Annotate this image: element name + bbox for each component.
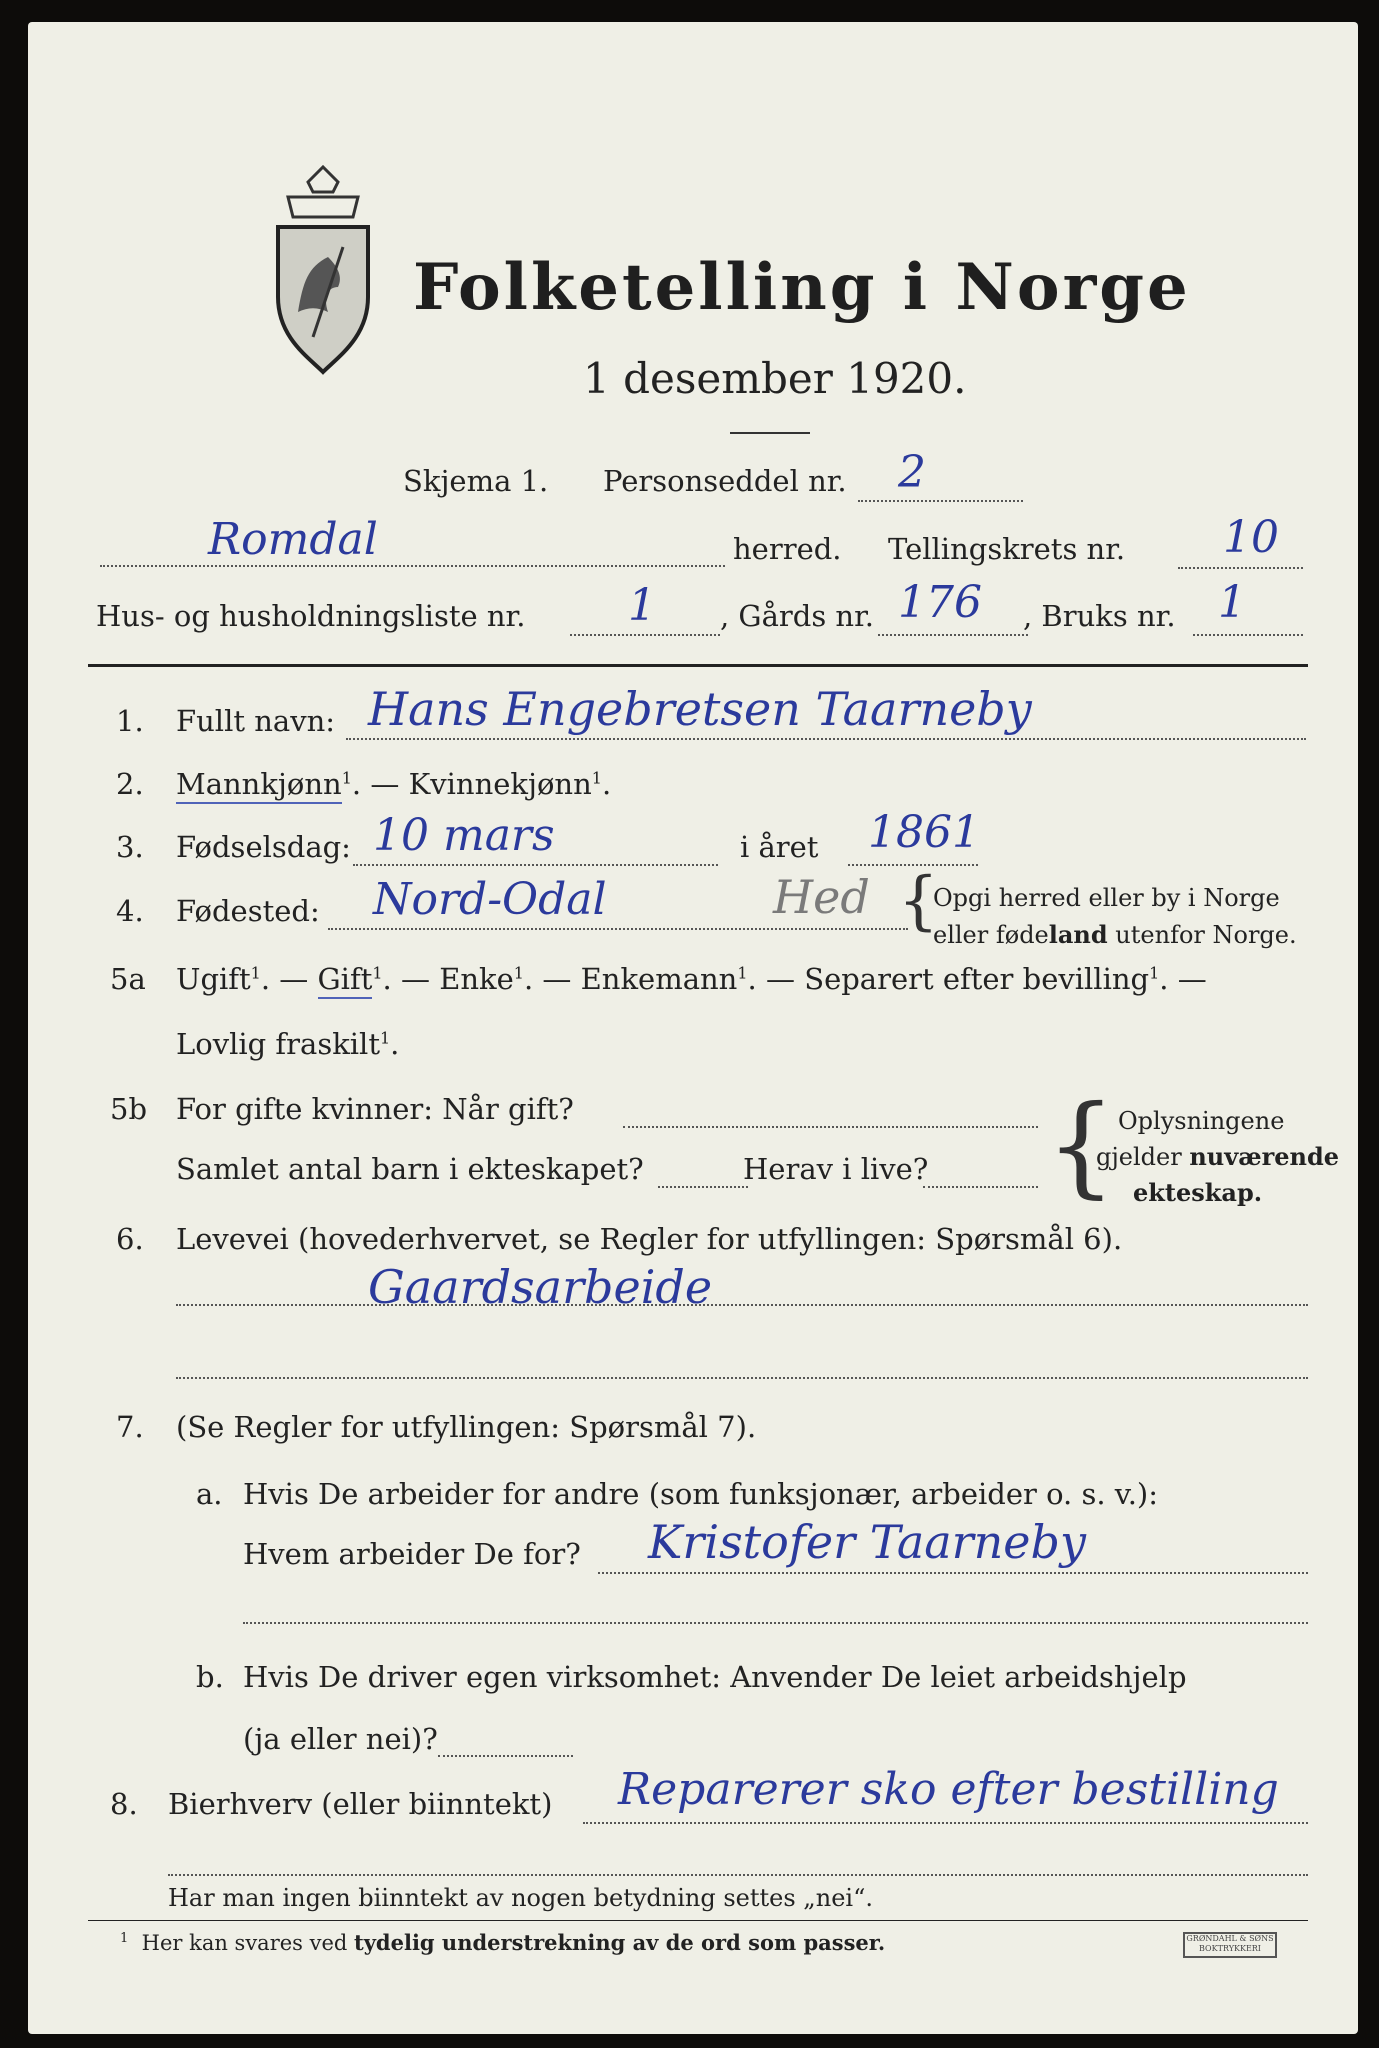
option-enke[interactable]: Enke (439, 962, 514, 996)
q5a-options-2: Lovlig fraskilt$^1$. (176, 1027, 400, 1061)
q7b-label-2: (ja eller nei)? (243, 1722, 438, 1756)
divider (730, 432, 810, 434)
q8-label: Bierhverv (eller biinntekt) (168, 1787, 553, 1821)
q5b-when-line (623, 1126, 1038, 1128)
q5b-when-married-label: For gifte kvinner: Når gift? (176, 1092, 574, 1126)
tellingskrets-value[interactable]: 10 (1223, 512, 1279, 563)
q8-line-2 (168, 1874, 1308, 1876)
q5a-options: Ugift$^1$. — Gift$^1$. — Enke$^1$. — Enkemann$^1$. — Separert efter bevilling$^1$. — (176, 962, 1207, 996)
q6-line-2 (176, 1377, 1308, 1379)
q1-line (346, 738, 1306, 740)
q7b-line (438, 1755, 573, 1757)
q7a-label-1: Hvis De arbeider for andre (som funksjonær, arbeider o. s. v.): (243, 1477, 1159, 1511)
birthplace-extra-value[interactable]: Hed (773, 870, 870, 924)
q3-line (353, 864, 718, 866)
q4-note-1: Opgi herred eller by i Norge (933, 884, 1280, 912)
personseddel-label: Personseddel nr. (603, 464, 847, 498)
herred-value[interactable]: Romdal (208, 514, 378, 565)
q6-label: Levevei (hovederhvervet, se Regler for utfyllingen: Spørsmål 6). (176, 1222, 1123, 1256)
coat-of-arms-icon (253, 162, 393, 382)
q7a-line-1 (598, 1572, 1308, 1574)
herred-line (100, 565, 725, 567)
q5a-number: 5a (110, 962, 146, 996)
hus-label: Hus- og husholdningsliste nr. (96, 599, 526, 633)
option-fraskilt[interactable]: Lovlig fraskilt (176, 1027, 380, 1061)
personseddel-line (858, 500, 1023, 502)
personseddel-value[interactable]: 2 (898, 447, 926, 498)
q5b-alive-label: Herav i live? (743, 1152, 929, 1186)
year-label: i året (740, 830, 819, 864)
q5b-alive-line (923, 1186, 1038, 1188)
q6-number: 6. (116, 1222, 144, 1256)
header-rule (88, 664, 1308, 667)
bruks-label: , Bruks nr. (1023, 599, 1176, 633)
printer-stamp: GRØNDAHL & SØNS BOKTRYKKERI (1183, 1932, 1277, 1958)
tellingskrets-line (1178, 567, 1303, 569)
gards-label: , Gårds nr. (720, 599, 874, 633)
q1-label: Fullt navn: (176, 704, 336, 738)
side-income-value[interactable]: Reparerer sko efter bestilling (618, 1764, 1279, 1815)
q7a-line-2 (243, 1622, 1308, 1624)
occupation-value[interactable]: Gaardsarbeide (368, 1260, 713, 1314)
q8-note: Har man ingen biinntekt av nogen betydning settes „nei“. (168, 1884, 873, 1912)
option-ugift[interactable]: Ugift (176, 962, 251, 996)
footnote-rule (88, 1920, 1308, 1921)
form-date: 1 desember 1920. (583, 354, 967, 403)
option-separert[interactable]: Separert efter bevilling (804, 962, 1150, 996)
q5b-children-label: Samlet antal barn i ekteskapet? (176, 1152, 644, 1186)
skjema-label: Skjema 1. (403, 464, 549, 498)
q5b-children-line (658, 1186, 748, 1188)
tellingskrets-label: Tellingskrets nr. (888, 532, 1126, 566)
brace-5b: { (1046, 1081, 1116, 1209)
birthday-value[interactable]: 10 mars (373, 810, 555, 861)
hus-line (570, 634, 720, 636)
q5b-note-3: ekteskap. (1133, 1178, 1263, 1207)
q5b-note-2: gjelder nuværende (1096, 1142, 1340, 1171)
q4-note-2: eller fødeland utenfor Norge. (933, 920, 1297, 949)
q3-number: 3. (116, 830, 144, 864)
q4-number: 4. (116, 894, 144, 928)
q7-number: 7. (116, 1410, 144, 1444)
herred-label: herred. (733, 532, 842, 566)
q4-line (328, 928, 908, 930)
q8-number: 8. (110, 1787, 138, 1821)
option-male[interactable]: Mannkjønn (176, 767, 342, 804)
q7b-number: b. (196, 1660, 224, 1694)
q5b-note-1: Oplysningene (1118, 1107, 1285, 1135)
birthplace-value[interactable]: Nord-Odal (373, 874, 607, 925)
bruks-line (1193, 634, 1303, 636)
q6-line-1 (176, 1304, 1308, 1306)
q5b-number: 5b (110, 1092, 148, 1126)
option-enkemann[interactable]: Enkemann (580, 962, 738, 996)
gards-value[interactable]: 176 (898, 577, 982, 628)
gards-line (878, 634, 1028, 636)
q3-label: Fødselsdag: (176, 830, 351, 864)
q2-number: 2. (116, 767, 144, 801)
form-title: Folketelling i Norge (413, 250, 1191, 325)
employer-value[interactable]: Kristofer Taarneby (648, 1515, 1086, 1569)
q7a-number: a. (196, 1477, 223, 1511)
full-name-value[interactable]: Hans Engebretsen Taarneby (368, 682, 1032, 736)
q8-line-1 (583, 1822, 1308, 1824)
bruks-value[interactable]: 1 (1218, 577, 1246, 628)
footnote: $^1$ Her kan svares ved tydelig understrekning av de ord som passer. (120, 1930, 886, 1955)
q7b-label-1: Hvis De driver egen virksomhet: Anvender De leiet arbeidshjelp (243, 1660, 1187, 1694)
q1-number: 1. (116, 704, 144, 738)
birth-year-value[interactable]: 1861 (868, 807, 980, 858)
q7a-label-2: Hvem arbeider De for? (243, 1537, 581, 1571)
census-form (28, 22, 1358, 2034)
hus-value[interactable]: 1 (628, 580, 656, 631)
option-female[interactable]: Kvinnekjønn (408, 767, 592, 801)
q7-label: (Se Regler for utfyllingen: Spørsmål 7). (176, 1410, 757, 1444)
option-gift[interactable]: Gift (318, 962, 373, 999)
q2-options: Mannkjønn$^1$. — Kvinnekjønn$^1$. (176, 767, 611, 801)
brace: { (898, 864, 939, 938)
q4-label: Fødested: (176, 894, 320, 928)
